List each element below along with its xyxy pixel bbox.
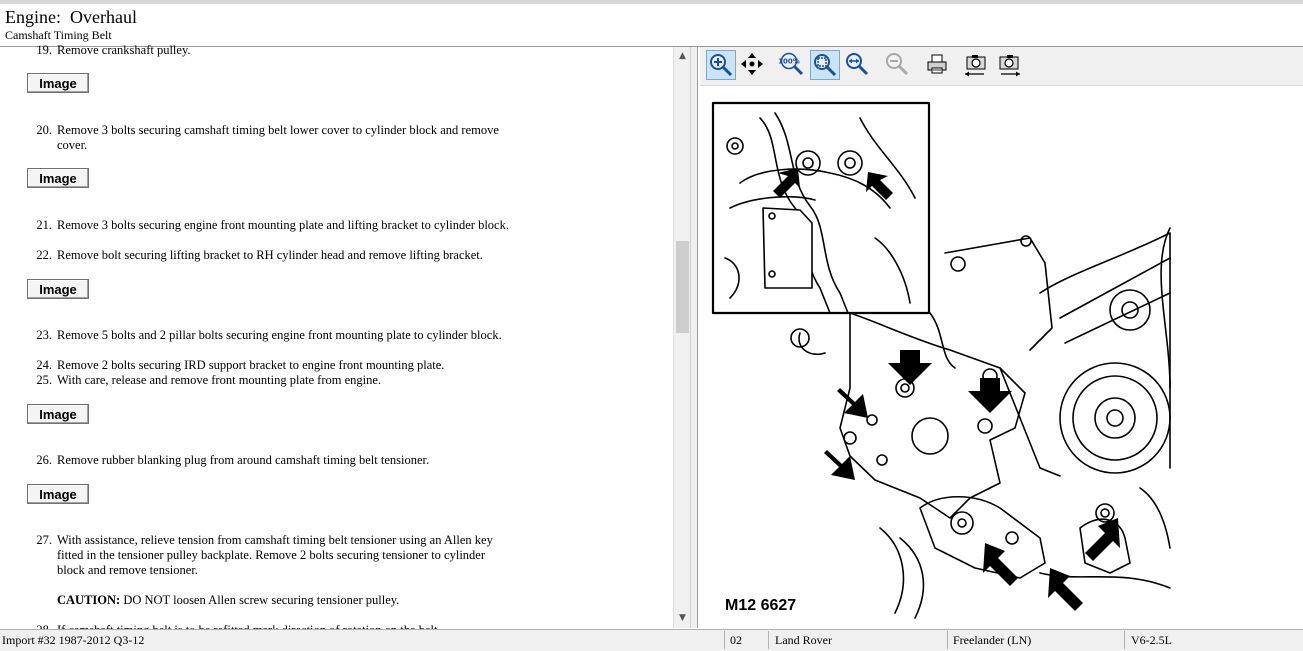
status-bar [0,629,1303,651]
zoom-in-tool-icon[interactable] [706,50,736,80]
engine-diagram-viewer[interactable] [700,88,1303,628]
status-import: Import #32 1987-2012 Q3-12 [2,633,145,647]
diagram-reference-label: M12 6627 [725,597,797,614]
status-engine: V6-2.5L [1131,633,1172,647]
status-make: Land Rover [775,633,832,647]
zoom-100-icon[interactable] [778,50,808,80]
image-toolbar [700,47,1303,86]
zoom-width-icon[interactable] [843,50,873,80]
status-model: Freelander (LN) [953,633,1032,647]
engine-diagram [700,88,1303,628]
page-header [0,4,1303,47]
image-button-step-20[interactable]: Image [27,168,89,188]
svg-text:100%: 100% [778,57,800,66]
status-code: 02 [730,633,742,647]
step-23: 23. Remove 5 bolts and 2 pillar bolts securing engine front mounting plate to cylinder block. [36,328,502,342]
pan-tool-icon[interactable] [738,50,768,80]
instructions-pane[interactable] [0,43,673,628]
camera-next-icon[interactable] [995,50,1025,80]
caution-note [57,593,517,608]
step-20: 20. Remove 3 bolts securing camshaft timing belt lower cover to cylinder block and remove cover. [36,123,499,152]
step-22: 22. Remove bolt securing lifting bracket to RH cylinder head and remove lifting bracket. [36,248,483,262]
caution-text: DO NOT loosen Allen screw securing tensioner pulley. [120,593,400,607]
step-26: 26. Remove rubber blanking plug from around camshaft timing belt tensioner. [36,453,430,467]
print-icon[interactable] [923,50,953,80]
scroll-thumb[interactable] [676,241,689,333]
step-25: 25. With care, release and remove front mounting plate from engine. [36,373,382,387]
zoom-fit-icon[interactable] [810,50,840,80]
image-button-step-25[interactable]: Image [27,404,89,424]
image-button-step-22[interactable]: Image [27,279,89,299]
scroll-down-arrow-icon[interactable]: ▼ [679,613,686,623]
image-button-step-26[interactable]: Image [27,484,89,504]
pane-splitter[interactable] [690,47,698,628]
scroll-up-arrow-icon[interactable]: ▲ [679,51,686,61]
caution-label: CAUTION: [57,593,121,607]
step-19: 19. Remove crankshaft pulley. [36,43,191,57]
camera-previous-icon[interactable] [962,50,992,80]
page-title: Engine: Overhaul [5,7,137,27]
step-27: 27. With assistance, relieve tension from camshaft timing belt tensioner using an Allen key fitted in the tensioner pulley backplate. Remove 2 bolts securing tensioner to cylinder block and remove tensioner. [36,533,493,577]
step-24: 24. Remove 2 bolts securing IRD support bracket to engine front mounting plate. [36,358,445,372]
instructions-scrollbar[interactable] [673,47,691,628]
step-21: 21. Remove 3 bolts securing engine front mounting plate and lifting bracket to cylinder block. [36,218,509,232]
zoom-out-icon[interactable] [883,50,913,80]
image-button-step-19[interactable]: Image [27,73,89,93]
page-subtitle: Camshaft Timing Belt [5,28,112,42]
